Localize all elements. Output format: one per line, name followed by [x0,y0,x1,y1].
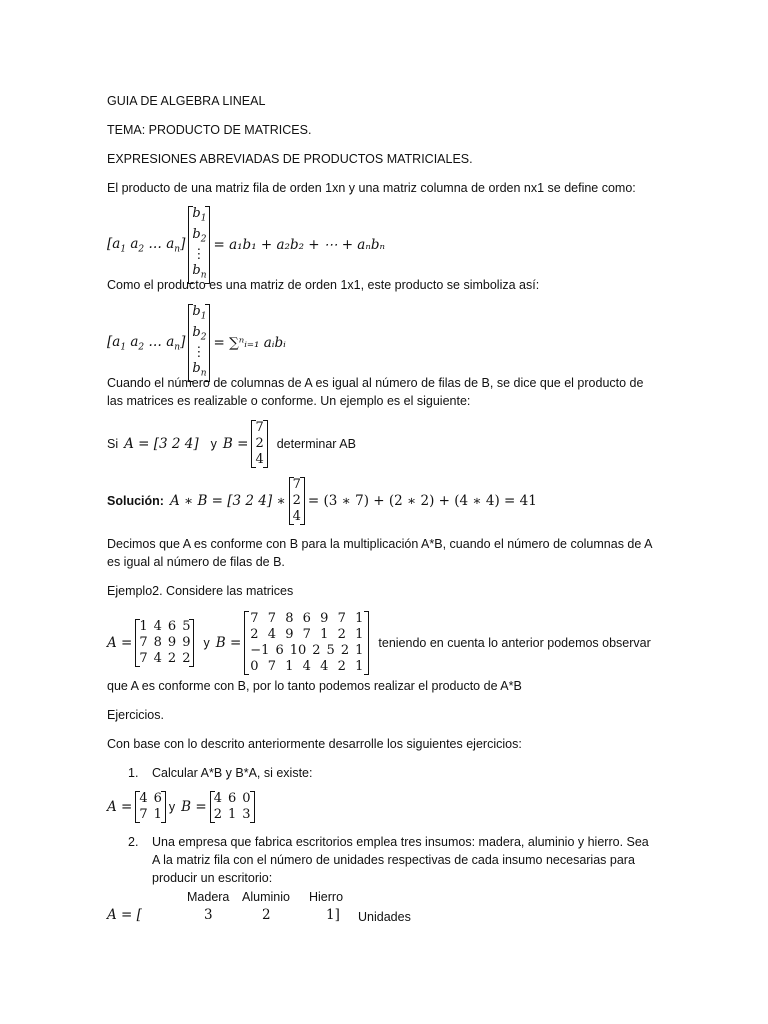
value-hierro: 1] [326,907,340,923]
matrix-cell: 2 [182,651,191,666]
matrix-cell: 5 [326,643,335,658]
value-madera: 3 [204,907,213,923]
matrix-cell: 8 [285,611,294,626]
matrix-cell: 1 [355,643,364,658]
matrix-cell: 7 [139,635,148,650]
example2-continuation: teniendo en cuenta lo anterior podemos observar [378,636,651,650]
matrix-cell: 1 [139,619,148,634]
exercise2-line3: producir un escritorio: [152,871,273,885]
exercise2-line2: A la matriz fila con el número de unidades respectivas de cada insumo necesarias para [152,853,635,867]
column-vector-b: $b_1$ $b_2$ ⋮ $b_n$ [188,304,210,382]
matrix-cell: 10 [289,643,307,658]
equation-sum-notation [107,304,286,382]
y-connector: y [210,437,217,451]
matrix-b [210,791,255,823]
matrix-a-definition: A = [3 2 4] [124,436,199,452]
matrix-a-label: A = [107,635,133,651]
row-vector-a: [$a_1$ $a_2$ … $a_n$] [107,333,186,353]
matrix-cell: 1 [153,807,162,822]
matrix-a [135,791,166,823]
matrix-cell: 7 [267,611,277,626]
matrix-cell: −1 [250,643,270,658]
equation-rhs: = a₁b₁ + a₂b₂ + ⋯ + aₙbₙ [213,236,385,253]
matrix-cell: 7 [250,611,259,626]
header-hierro: Hierro [309,890,344,904]
matrix-cell: 6 [275,643,284,658]
matrix-b [244,611,369,675]
matrix-cell: 4 [267,627,277,642]
paragraph-1x1: Como el producto es una matriz de orden 1x1, este producto se simboliza así: [107,278,540,292]
matrix-cell: 4 [153,619,162,634]
solution-lhs: A ∗ B = [3 2 4] ∗ [169,493,286,509]
example2-conclusion: que A es conforme con B, por lo tanto podemos realizar el producto de A*B [107,679,522,693]
b-cell: 2 [255,436,264,451]
header-madera: Madera [187,890,230,904]
matrix-cell: 2 [167,651,177,666]
matrix-cell: 1 [355,611,364,626]
matrix-cell: 9 [167,635,177,650]
matrix-cell: 1 [227,807,237,822]
matrix-cell: 8 [153,635,162,650]
matrix-cell: 4 [139,791,148,806]
solution-label: Solución: [107,494,164,508]
conform-definition-line1: Decimos que A es conforme con B para la multiplicación A*B, cuando el número de columnas de A [107,537,653,551]
matrix-cell: 1 [320,627,329,642]
matrix-cell: 1 [355,659,364,674]
exercise1-number: 1. [128,766,139,780]
y-connector: y [168,800,176,814]
matrix-cell: 2 [340,643,350,658]
intro-paragraph: El producto de una matriz fila de orden 1xn y una matriz columna de orden nx1 se define como: [107,181,636,195]
determinar-text: determinar AB [276,437,356,451]
matrix-cell: 6 [167,619,177,634]
matrix-cell: 4 [153,651,162,666]
matrix-b-column [289,477,305,525]
conform-definition-line2: es igual al número de filas de B. [107,555,285,569]
sum-expression: = ∑ⁿᵢ₌₁ aᵢbᵢ [213,334,286,351]
matrix-cell: 2 [213,807,222,822]
header-aluminio: Aluminio [242,890,290,904]
matrix-cell: 7 [139,807,148,822]
matrix-cell: 2 [250,627,259,642]
matrix-cell: 6 [227,791,237,806]
exercises-intro: Con base con lo descrito anteriormente desarrolle los siguientes ejercicios: [107,737,522,751]
matrix-cell: 9 [182,635,191,650]
matrix-cell: 1 [355,627,364,642]
column-vector-b: $b_1$ $b_2$ ⋮ $b_n$ [188,206,210,284]
exercise2-line1: Una empresa que fabrica escritorios emplea tres insumos: madera, aluminio y hierro. Sea [152,835,649,849]
matrix-cell: 0 [242,791,251,806]
row-matrix-label: A = [ [107,907,142,923]
solution-rhs: = (3 ∗ 7) + (2 ∗ 2) + (4 ∗ 4) = 41 [307,493,537,509]
matrix-cell: 5 [182,619,191,634]
matrix-b-label: B = [181,799,207,815]
exercise1-text: Calcular A*B y B*A, si existe: [152,766,313,780]
matrix-b-label: B = [215,635,242,651]
matrix-cell: 7 [337,611,346,626]
matrix-cell: 6 [302,611,311,626]
example2-title: Ejemplo2. Considere las matrices [107,584,294,598]
y-connector: y [203,636,210,650]
matrix-cell: 2 [337,659,346,674]
matrix-cell: 7 [139,651,148,666]
matrix-cell: 9 [285,627,294,642]
matrix-cell: 4 [302,659,311,674]
matrix-cell: 7 [302,627,311,642]
matrix-cell: 3 [242,807,251,822]
matrix-b-column [251,420,267,468]
b-cell: 7 [292,477,301,492]
b-cell: 7 [255,420,264,435]
exercise2-number: 2. [128,835,139,849]
matrix-a [135,619,194,667]
matrix-cell: 4 [320,659,329,674]
matrix-cell: 9 [320,611,329,626]
example2-matrices [107,611,651,675]
section-heading: EXPRESIONES ABREVIADAS DE PRODUCTOS MATRICIALES. [107,152,473,166]
example1-statement [107,420,356,468]
si-label: Si [107,437,119,451]
guide-title: GUIA DE ALGEBRA LINEAL [107,94,266,108]
b-cell: 4 [255,452,264,467]
matrix-cell: 7 [267,659,277,674]
matrix-cell: 1 [285,659,294,674]
exercises-title: Ejercicios. [107,708,164,722]
conformity-paragraph-line2: las matrices es realizable o conforme. Un ejemplo es el siguiente: [107,394,471,408]
matrix-b-label: B = [222,436,249,452]
exercise1-matrices [107,791,258,823]
matrix-cell: 0 [250,659,259,674]
matrix-cell: 6 [153,791,162,806]
example1-solution [107,477,537,525]
conformity-paragraph-line1: Cuando el número de columnas de A es igual al número de filas de B, se dice que el producto de [107,376,644,390]
matrix-a-label: A = [107,799,133,815]
b-cell: 2 [292,493,301,508]
b-cell: 4 [292,509,301,524]
matrix-cell: 2 [337,627,346,642]
topic-line: TEMA: PRODUCTO DE MATRICES. [107,123,312,137]
equation-row-vector-product [107,206,385,284]
matrix-cell: 4 [213,791,222,806]
units-label: Unidades [358,910,411,924]
value-aluminio: 2 [262,907,271,923]
row-vector-a: [$a_1$ $a_2$ … $a_n$] [107,235,186,255]
matrix-cell: 2 [312,643,321,658]
